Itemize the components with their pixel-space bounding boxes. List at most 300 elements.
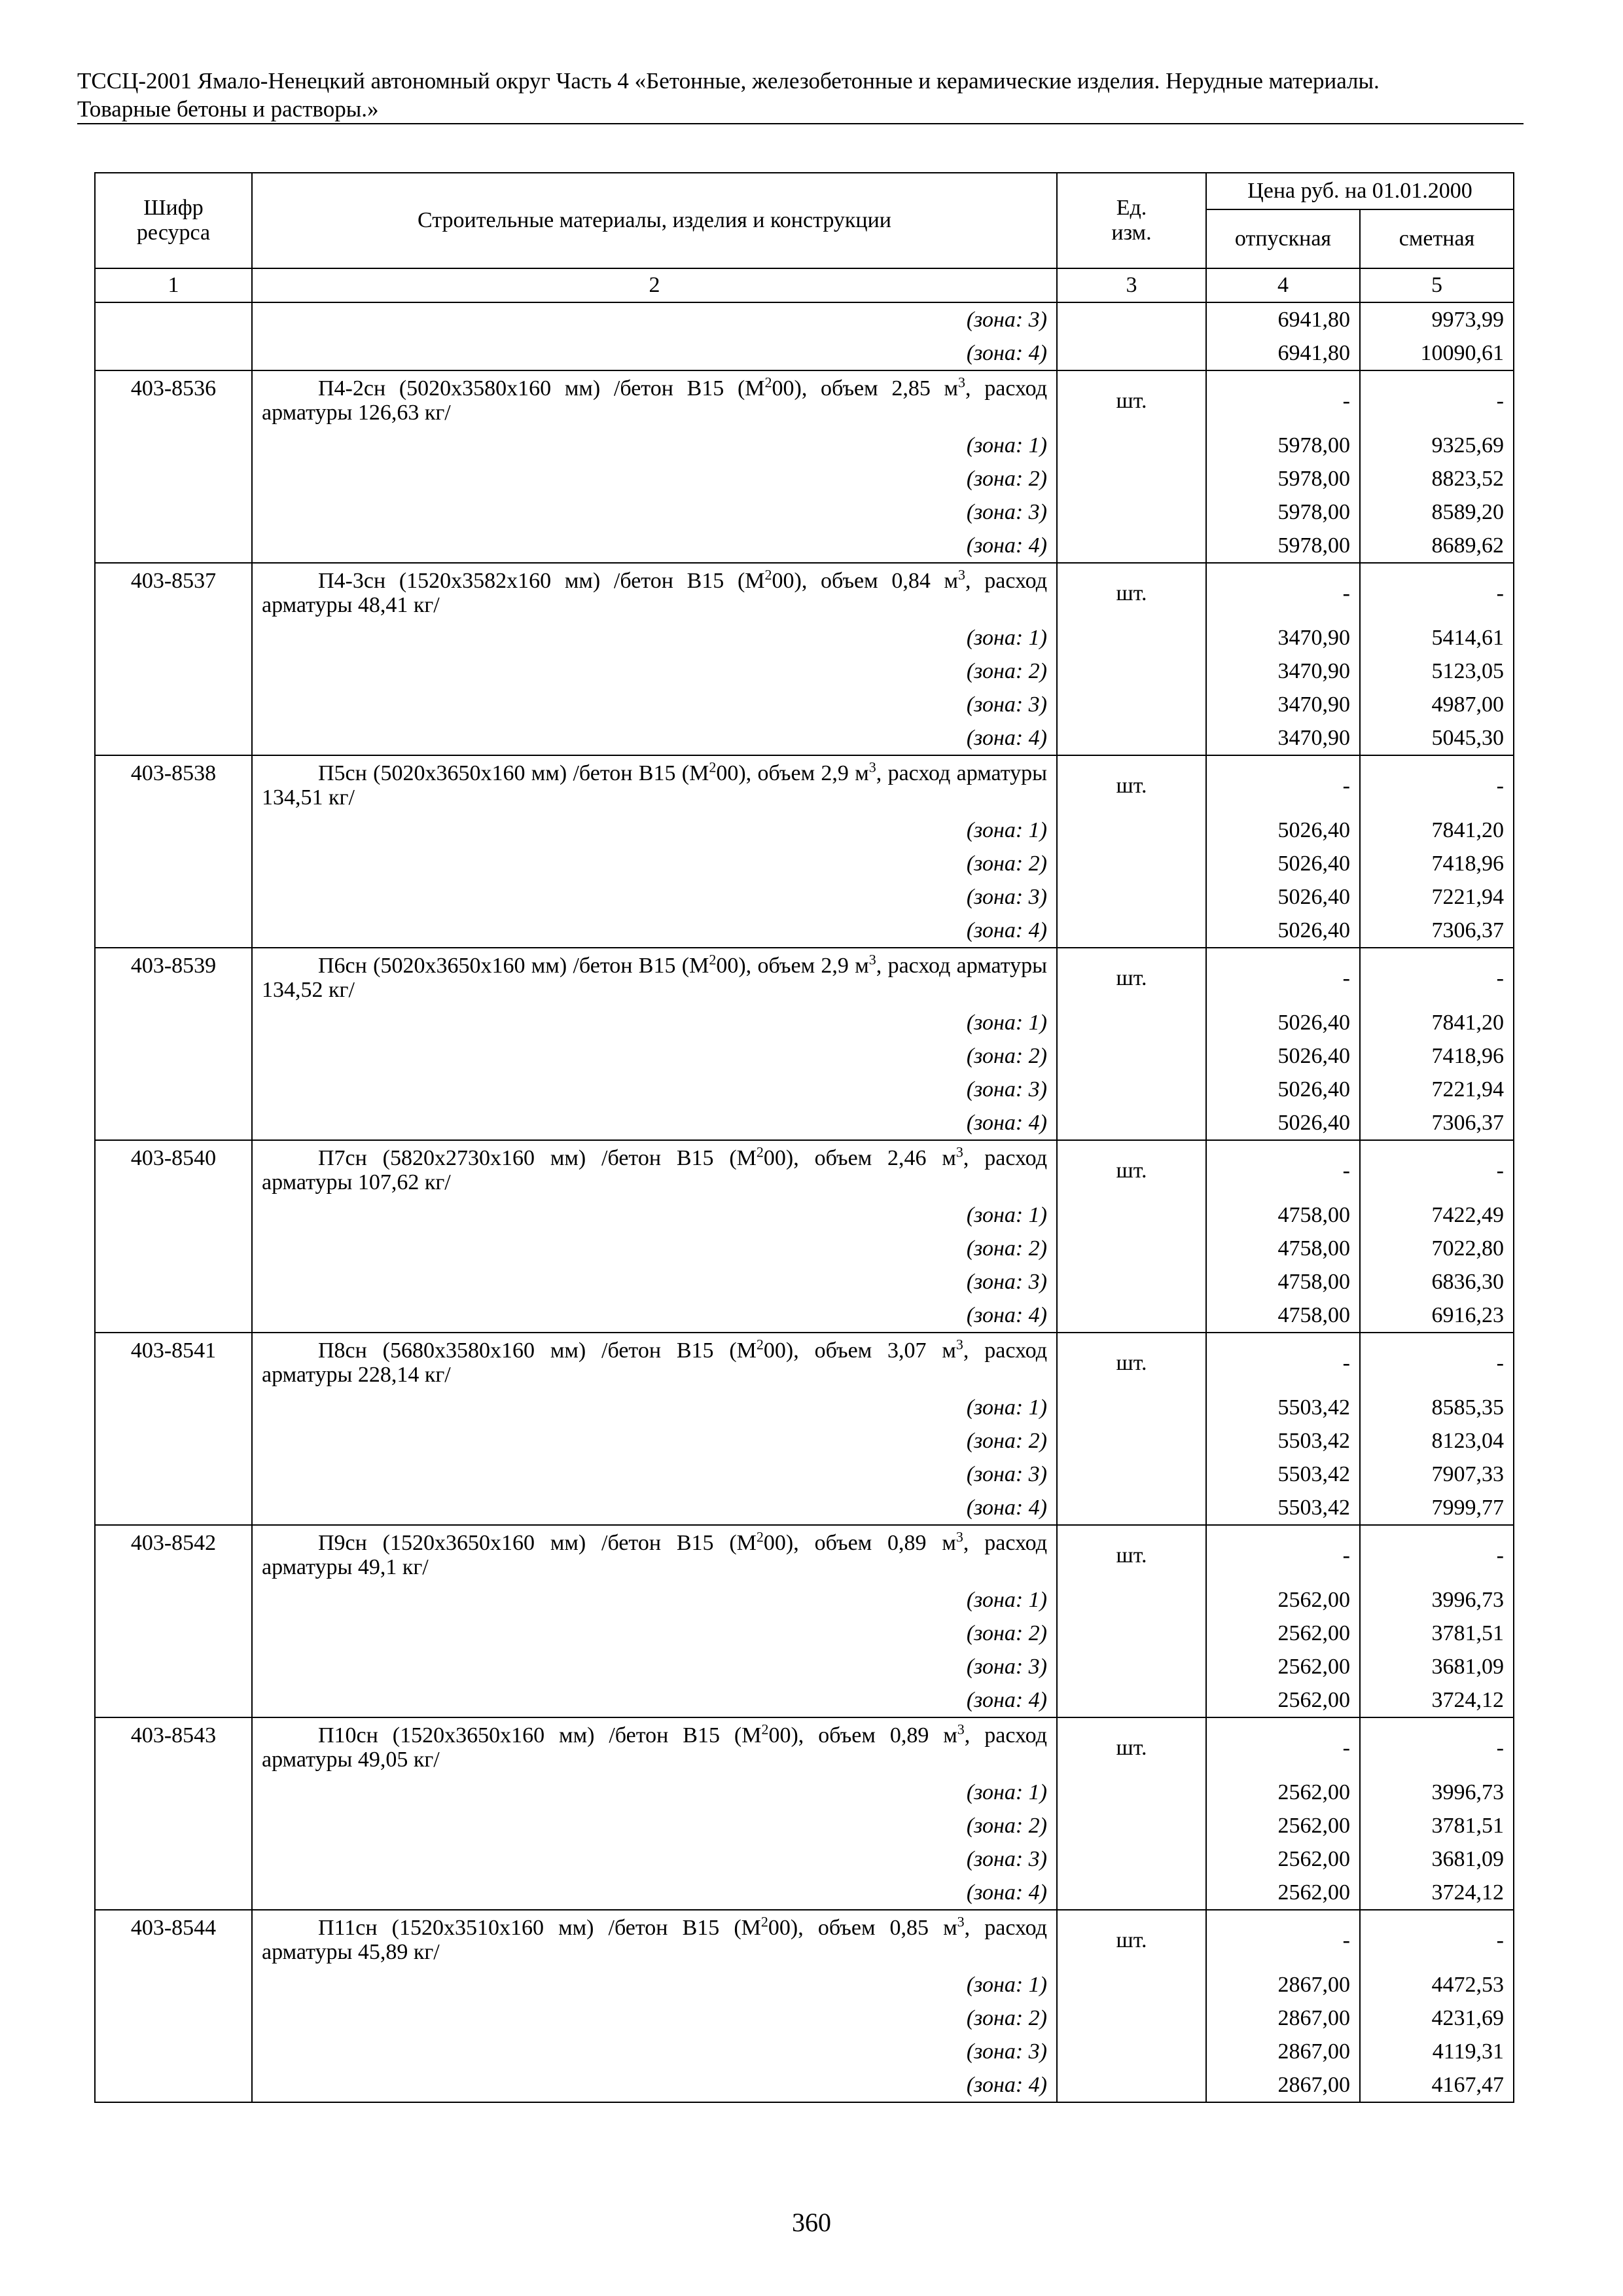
- concrete-grade-superscript: 2: [709, 951, 717, 968]
- empty-code-cell: [95, 1842, 252, 1876]
- description-start: П4-2сн (5020х3580х160 мм) /бетон В15 (М: [318, 376, 765, 401]
- item-description: [252, 563, 1057, 621]
- zone-label: (зона: 4): [252, 1299, 1057, 1333]
- release-price: 2562,00: [1206, 1809, 1360, 1842]
- zone-label: (зона: 4): [252, 1683, 1057, 1717]
- description-start: П9сн (1520х3650х160 мм) /бетон В15 (М: [318, 1531, 757, 1555]
- empty-unit-cell: [1057, 914, 1206, 948]
- zone-price-row: [95, 302, 1514, 336]
- estimate-price: 7221,94: [1360, 880, 1514, 914]
- resource-code: 403-8541: [95, 1333, 252, 1391]
- estimate-price: 3781,51: [1360, 1809, 1514, 1842]
- release-price: 5978,00: [1206, 429, 1360, 462]
- zone-label: (зона: 1): [252, 1198, 1057, 1232]
- empty-code-cell: [95, 2001, 252, 2035]
- zone-price-row: [95, 847, 1514, 880]
- header-title-line-2: Товарные бетоны и растворы.»: [77, 96, 379, 122]
- empty-unit-cell: [1057, 1424, 1206, 1458]
- zone-label: (зона: 4): [252, 721, 1057, 755]
- description-start: П10сн (1520х3650х160 мм) /бетон В15 (М: [318, 1723, 762, 1748]
- zone-price-row: [95, 1583, 1514, 1617]
- empty-unit-cell: [1057, 2068, 1206, 2102]
- empty-unit-cell: [1057, 655, 1206, 688]
- empty-code-cell: [95, 529, 252, 563]
- estimate-price: 3724,12: [1360, 1876, 1514, 1910]
- release-price: 5026,40: [1206, 814, 1360, 847]
- empty-unit-cell: [1057, 1617, 1206, 1650]
- zone-price-row: [95, 1776, 1514, 1809]
- release-price: -: [1206, 1910, 1360, 1968]
- empty-code-cell: [95, 1617, 252, 1650]
- zone-label: (зона: 2): [252, 1809, 1057, 1842]
- empty-code-cell: [95, 1265, 252, 1299]
- description-start: П6сн (5020х3650х160 мм) /бетон В15 (М: [318, 954, 709, 978]
- zone-label: (зона: 3): [252, 880, 1057, 914]
- resource-code: 403-8544: [95, 1910, 252, 1968]
- column-number-5: 5: [1360, 268, 1514, 302]
- empty-unit-cell: [1057, 1968, 1206, 2001]
- release-price: 5026,40: [1206, 1106, 1360, 1140]
- unit-of-measure: шт.: [1057, 1717, 1206, 1776]
- description-end: , расход арматуры 48,41 кг/: [262, 569, 1047, 617]
- empty-unit-cell: [1057, 1583, 1206, 1617]
- zone-label: (зона: 2): [252, 1617, 1057, 1650]
- empty-code-cell: [95, 1299, 252, 1333]
- zone-price-row: [95, 1842, 1514, 1876]
- estimate-price: 8823,52: [1360, 462, 1514, 495]
- empty-code-cell: [95, 814, 252, 847]
- zone-label: (зона: 1): [252, 1391, 1057, 1424]
- zone-label: (зона: 1): [252, 1968, 1057, 2001]
- zone-price-row: [95, 1491, 1514, 1525]
- column-header-unit-line-1: Ед.: [1116, 196, 1147, 220]
- zone-label: (зона: 1): [252, 1006, 1057, 1039]
- column-header-unit: [1057, 173, 1206, 268]
- estimate-price: 4231,69: [1360, 2001, 1514, 2035]
- zone-price-row: [95, 529, 1514, 563]
- release-price: 2562,00: [1206, 1842, 1360, 1876]
- empty-unit-cell: [1057, 847, 1206, 880]
- column-number-2: 2: [252, 268, 1057, 302]
- page-number: 360: [792, 2208, 831, 2237]
- empty-unit-cell: [1057, 1232, 1206, 1265]
- empty-code-cell: [95, 1776, 252, 1809]
- empty-code-cell: [95, 1968, 252, 2001]
- zone-price-row: [95, 1683, 1514, 1717]
- empty-unit-cell: [1057, 721, 1206, 755]
- description-middle: 00), объем 0,89 м: [763, 1531, 956, 1555]
- zone-price-row: [95, 1650, 1514, 1683]
- empty-unit-cell: [1057, 1650, 1206, 1683]
- estimate-price: 4987,00: [1360, 688, 1514, 721]
- description-end: , расход арматуры 126,63 кг/: [262, 376, 1047, 425]
- zone-price-row: [95, 1876, 1514, 1910]
- estimate-price: 7221,94: [1360, 1073, 1514, 1106]
- resource-code: 403-8538: [95, 755, 252, 814]
- estimate-price: 10090,61: [1360, 336, 1514, 370]
- column-header-estimate-price: сметная: [1360, 209, 1514, 268]
- release-price: 3470,90: [1206, 655, 1360, 688]
- release-price: 3470,90: [1206, 621, 1360, 655]
- zone-price-row: [95, 495, 1514, 529]
- zone-label: (зона: 2): [252, 1039, 1057, 1073]
- estimate-price: -: [1360, 1333, 1514, 1391]
- zone-label: (зона: 3): [252, 1073, 1057, 1106]
- estimate-price: 8585,35: [1360, 1391, 1514, 1424]
- zone-label: (зона: 2): [252, 847, 1057, 880]
- unit-of-measure: шт.: [1057, 755, 1206, 814]
- column-number-3: 3: [1057, 268, 1206, 302]
- zone-label: (зона: 1): [252, 1776, 1057, 1809]
- estimate-price: 7306,37: [1360, 914, 1514, 948]
- description-end: , расход арматуры 134,52 кг/: [262, 954, 1047, 1002]
- empty-unit-cell: [1057, 495, 1206, 529]
- item-row: [95, 1140, 1514, 1198]
- concrete-grade-superscript: 2: [709, 759, 717, 776]
- estimate-price: 5045,30: [1360, 721, 1514, 755]
- empty-unit-cell: [1057, 1776, 1206, 1809]
- zone-price-row: [95, 621, 1514, 655]
- release-price: 6941,80: [1206, 302, 1360, 336]
- column-header-unit-line-2: изм.: [1111, 221, 1152, 245]
- release-price: 2867,00: [1206, 2035, 1360, 2068]
- zone-label: (зона: 3): [252, 495, 1057, 529]
- header-rule: [77, 123, 1524, 124]
- estimate-price: 7022,80: [1360, 1232, 1514, 1265]
- header-title-line-1: ТССЦ-2001 Ямало-Ненецкий автономный округ Часть 4 «Бетонные, железобетонные и керамические изделия. Нерудные материалы.: [77, 68, 1380, 94]
- empty-code-cell: [95, 336, 252, 370]
- empty-code-cell: [95, 847, 252, 880]
- volume-unit-superscript: 3: [955, 1528, 963, 1545]
- volume-unit-superscript: 3: [868, 951, 876, 968]
- release-price: 2562,00: [1206, 1617, 1360, 1650]
- empty-unit-cell: [1057, 814, 1206, 847]
- zone-price-row: [95, 1809, 1514, 1842]
- zone-price-row: [95, 1106, 1514, 1140]
- item-row: [95, 1717, 1514, 1776]
- estimate-price: 4119,31: [1360, 2035, 1514, 2068]
- table-body: [95, 268, 1514, 2102]
- zone-price-row: [95, 336, 1514, 370]
- release-price: 3470,90: [1206, 721, 1360, 755]
- description-middle: 00), объем 2,85 м: [772, 376, 959, 401]
- zone-price-row: [95, 655, 1514, 688]
- volume-unit-superscript: 3: [955, 1143, 963, 1160]
- column-header-release-price: отпускная: [1206, 209, 1360, 268]
- zone-label: (зона: 1): [252, 814, 1057, 847]
- estimate-price: 6916,23: [1360, 1299, 1514, 1333]
- empty-unit-cell: [1057, 1876, 1206, 1910]
- release-price: 5978,00: [1206, 462, 1360, 495]
- description-middle: 00), объем 0,84 м: [772, 569, 959, 593]
- empty-code-cell: [95, 1006, 252, 1039]
- empty-code-cell: [95, 2068, 252, 2102]
- empty-unit-cell: [1057, 1073, 1206, 1106]
- release-price: -: [1206, 1140, 1360, 1198]
- zone-label: (зона: 3): [252, 2035, 1057, 2068]
- empty-code-cell: [95, 1683, 252, 1717]
- zone-price-row: [95, 1458, 1514, 1491]
- release-price: -: [1206, 948, 1360, 1006]
- volume-unit-superscript: 3: [958, 374, 966, 391]
- empty-code-cell: [95, 2035, 252, 2068]
- empty-code-cell: [95, 1391, 252, 1424]
- concrete-grade-superscript: 2: [756, 1336, 764, 1353]
- empty-unit-cell: [1057, 1458, 1206, 1491]
- empty-code-cell: [95, 880, 252, 914]
- estimate-price: 7418,96: [1360, 847, 1514, 880]
- item-row: [95, 1525, 1514, 1583]
- item-description: [252, 1140, 1057, 1198]
- estimate-price: 9325,69: [1360, 429, 1514, 462]
- estimate-price: 6836,30: [1360, 1265, 1514, 1299]
- description-middle: 00), объем 2,9 м: [716, 761, 869, 785]
- volume-unit-superscript: 3: [868, 759, 876, 776]
- release-price: 2867,00: [1206, 2001, 1360, 2035]
- column-header-code-line-1: Шифр: [143, 196, 204, 220]
- estimate-price: 7306,37: [1360, 1106, 1514, 1140]
- empty-unit-cell: [1057, 621, 1206, 655]
- empty-unit-cell: [1057, 1106, 1206, 1140]
- zone-price-row: [95, 688, 1514, 721]
- concrete-grade-superscript: 2: [761, 1721, 769, 1738]
- empty-code-cell: [95, 1583, 252, 1617]
- estimate-price: -: [1360, 370, 1514, 429]
- zone-price-row: [95, 1968, 1514, 2001]
- empty-unit-cell: [1057, 688, 1206, 721]
- concrete-grade-superscript: 2: [764, 374, 772, 391]
- item-row: [95, 1910, 1514, 1968]
- release-price: -: [1206, 370, 1360, 429]
- unit-of-measure: шт.: [1057, 370, 1206, 429]
- zone-label: (зона: 3): [252, 1842, 1057, 1876]
- description-end: , расход арматуры 45,89 кг/: [262, 1916, 1047, 1964]
- estimate-price: 3724,12: [1360, 1683, 1514, 1717]
- empty-unit-cell: [1057, 1491, 1206, 1525]
- volume-unit-superscript: 3: [958, 566, 966, 583]
- item-row: [95, 563, 1514, 621]
- item-description: [252, 1717, 1057, 1776]
- empty-unit-cell: [1057, 1809, 1206, 1842]
- column-header-code-line-2: ресурса: [136, 221, 211, 245]
- estimate-price: 5123,05: [1360, 655, 1514, 688]
- estimate-price: 7422,49: [1360, 1198, 1514, 1232]
- empty-code-cell: [95, 1198, 252, 1232]
- zone-price-row: [95, 2035, 1514, 2068]
- release-price: 4758,00: [1206, 1265, 1360, 1299]
- estimate-price: 7907,33: [1360, 1458, 1514, 1491]
- description-end: , расход арматуры 49,05 кг/: [262, 1723, 1047, 1772]
- volume-unit-superscript: 3: [957, 1721, 965, 1738]
- release-price: 5503,42: [1206, 1458, 1360, 1491]
- item-row: [95, 1333, 1514, 1391]
- zone-label: (зона: 4): [252, 1106, 1057, 1140]
- unit-of-measure: шт.: [1057, 1140, 1206, 1198]
- unit-of-measure: шт.: [1057, 1333, 1206, 1391]
- release-price: 5503,42: [1206, 1391, 1360, 1424]
- concrete-grade-superscript: 2: [756, 1528, 764, 1545]
- release-price: 2562,00: [1206, 1876, 1360, 1910]
- zone-price-row: [95, 1039, 1514, 1073]
- description-start: П7сн (5820х2730х160 мм) /бетон В15 (М: [318, 1146, 757, 1170]
- estimate-price: 7999,77: [1360, 1491, 1514, 1525]
- release-price: 5026,40: [1206, 914, 1360, 948]
- estimate-price: 3996,73: [1360, 1776, 1514, 1809]
- zone-price-row: [95, 880, 1514, 914]
- estimate-price: 4167,47: [1360, 2068, 1514, 2102]
- release-price: 6941,80: [1206, 336, 1360, 370]
- release-price: -: [1206, 1525, 1360, 1583]
- item-description: [252, 755, 1057, 814]
- volume-unit-superscript: 3: [955, 1336, 963, 1353]
- description-start: П4-3сн (1520х3582х160 мм) /бетон В15 (М: [318, 569, 765, 593]
- description-end: , расход арматуры 228,14 кг/: [262, 1338, 1047, 1387]
- release-price: 4758,00: [1206, 1198, 1360, 1232]
- estimate-price: 5414,61: [1360, 621, 1514, 655]
- zone-price-row: [95, 1006, 1514, 1039]
- empty-code-cell: [95, 1106, 252, 1140]
- zone-label: (зона: 3): [252, 1458, 1057, 1491]
- zone-label: (зона: 4): [252, 1876, 1057, 1910]
- release-price: 5026,40: [1206, 1006, 1360, 1039]
- item-description: [252, 948, 1057, 1006]
- empty-unit-cell: [1057, 1683, 1206, 1717]
- column-header-price: Цена руб. на 01.01.2000: [1206, 173, 1514, 209]
- empty-unit-cell: [1057, 1198, 1206, 1232]
- zone-label: (зона: 3): [252, 1265, 1057, 1299]
- price-table: [94, 172, 1514, 2103]
- zone-label: (зона: 3): [252, 1650, 1057, 1683]
- zone-label: (зона: 4): [252, 529, 1057, 563]
- zone-label: (зона: 2): [252, 2001, 1057, 2035]
- zone-price-row: [95, 1073, 1514, 1106]
- empty-code-cell: [95, 1491, 252, 1525]
- empty-code-cell: [95, 621, 252, 655]
- item-description: [252, 1525, 1057, 1583]
- estimate-price: 7418,96: [1360, 1039, 1514, 1073]
- zone-label: (зона: 1): [252, 621, 1057, 655]
- release-price: 5026,40: [1206, 880, 1360, 914]
- resource-code: 403-8543: [95, 1717, 252, 1776]
- empty-unit-cell: [1057, 1006, 1206, 1039]
- zone-label: (зона: 4): [252, 2068, 1057, 2102]
- estimate-price: -: [1360, 1717, 1514, 1776]
- zone-price-row: [95, 1198, 1514, 1232]
- empty-code-cell: [95, 1232, 252, 1265]
- table-header: [95, 173, 1514, 268]
- release-price: 4758,00: [1206, 1232, 1360, 1265]
- resource-code: 403-8537: [95, 563, 252, 621]
- empty-unit-cell: [1057, 2001, 1206, 2035]
- release-price: 5978,00: [1206, 495, 1360, 529]
- release-price: 5026,40: [1206, 847, 1360, 880]
- estimate-price: 7841,20: [1360, 1006, 1514, 1039]
- estimate-price: 3681,09: [1360, 1650, 1514, 1683]
- release-price: 4758,00: [1206, 1299, 1360, 1333]
- estimate-price: 3681,09: [1360, 1842, 1514, 1876]
- empty-code-cell: [95, 462, 252, 495]
- release-price: 3470,90: [1206, 688, 1360, 721]
- zone-price-row: [95, 914, 1514, 948]
- zone-label: (зона: 2): [252, 1232, 1057, 1265]
- zone-label: (зона: 4): [252, 1491, 1057, 1525]
- release-price: 5026,40: [1206, 1039, 1360, 1073]
- description-end: , расход арматуры 49,1 кг/: [262, 1531, 1047, 1579]
- description-middle: 00), объем 2,46 м: [763, 1146, 956, 1170]
- empty-code-cell: [95, 914, 252, 948]
- estimate-price: 3781,51: [1360, 1617, 1514, 1650]
- resource-code: 403-8540: [95, 1140, 252, 1198]
- unit-of-measure: шт.: [1057, 1910, 1206, 1968]
- concrete-grade-superscript: 2: [756, 1143, 764, 1160]
- unit-of-measure: шт.: [1057, 948, 1206, 1006]
- estimate-price: 8123,04: [1360, 1424, 1514, 1458]
- empty-code-cell: [95, 688, 252, 721]
- empty-code-cell: [95, 721, 252, 755]
- description-middle: 00), объем 0,89 м: [768, 1723, 957, 1748]
- description-start: П11сн (1520х3510х160 мм) /бетон В15 (М: [318, 1916, 761, 1940]
- empty-code-cell: [95, 1424, 252, 1458]
- estimate-price: -: [1360, 755, 1514, 814]
- empty-code-cell: [95, 655, 252, 688]
- empty-unit-cell: [1057, 336, 1206, 370]
- concrete-grade-superscript: 2: [760, 1913, 768, 1930]
- estimate-price: -: [1360, 1525, 1514, 1583]
- resource-code: 403-8539: [95, 948, 252, 1006]
- description-end: , расход арматуры 134,51 кг/: [262, 761, 1047, 810]
- estimate-price: -: [1360, 1140, 1514, 1198]
- estimate-price: -: [1360, 948, 1514, 1006]
- description-middle: 00), объем 3,07 м: [763, 1338, 956, 1363]
- empty-unit-cell: [1057, 429, 1206, 462]
- column-number-row: [95, 268, 1514, 302]
- description-start: П8сн (5680х3580х160 мм) /бетон В15 (М: [318, 1338, 757, 1363]
- estimate-price: 7841,20: [1360, 814, 1514, 847]
- release-price: -: [1206, 563, 1360, 621]
- zone-price-row: [95, 1265, 1514, 1299]
- zone-price-row: [95, 462, 1514, 495]
- release-price: 5026,40: [1206, 1073, 1360, 1106]
- zone-label: (зона: 3): [252, 688, 1057, 721]
- zone-price-row: [95, 1424, 1514, 1458]
- empty-unit-cell: [1057, 529, 1206, 563]
- release-price: -: [1206, 1333, 1360, 1391]
- zone-price-row: [95, 1391, 1514, 1424]
- unit-of-measure: шт.: [1057, 563, 1206, 621]
- item-row: [95, 370, 1514, 429]
- estimate-price: 9973,99: [1360, 302, 1514, 336]
- zone-price-row: [95, 429, 1514, 462]
- concrete-grade-superscript: 2: [764, 566, 772, 583]
- zone-label: (зона: 3): [252, 302, 1057, 336]
- release-price: 2562,00: [1206, 1583, 1360, 1617]
- zone-price-row: [95, 2068, 1514, 2102]
- volume-unit-superscript: 3: [957, 1913, 965, 1930]
- zone-label: (зона: 1): [252, 429, 1057, 462]
- document-header: [77, 67, 1524, 123]
- zone-price-row: [95, 1299, 1514, 1333]
- description-middle: 00), объем 0,85 м: [768, 1916, 957, 1940]
- release-price: -: [1206, 1717, 1360, 1776]
- column-header-name: Строительные материалы, изделия и конструкции: [252, 173, 1057, 268]
- empty-code-cell: [95, 1073, 252, 1106]
- empty-code-cell: [95, 429, 252, 462]
- zone-label: (зона: 2): [252, 462, 1057, 495]
- column-number-4: 4: [1206, 268, 1360, 302]
- zone-label: (зона: 1): [252, 1583, 1057, 1617]
- column-number-1: 1: [95, 268, 252, 302]
- empty-code-cell: [95, 1809, 252, 1842]
